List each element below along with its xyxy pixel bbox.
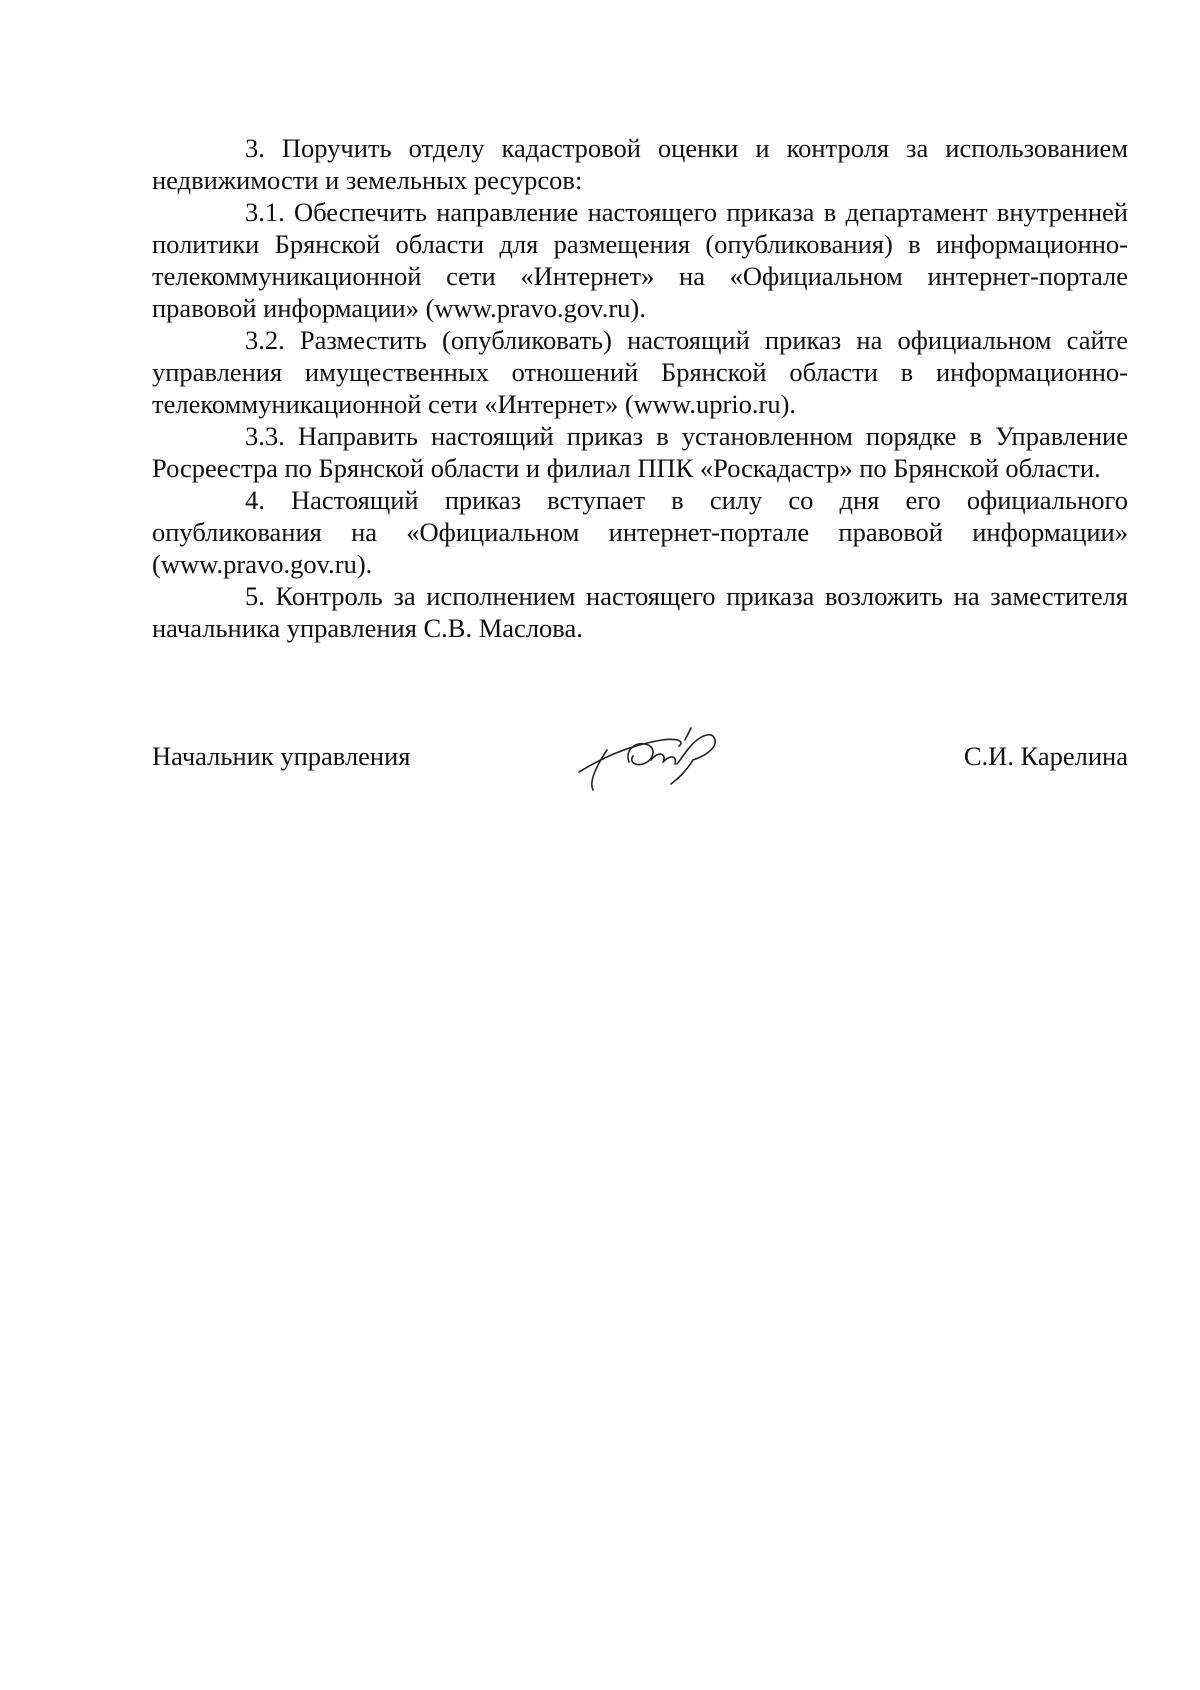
signature-block — [152, 740, 1128, 830]
signatory-name: С.И. Карелина — [963, 741, 1128, 771]
paragraph-3-3: 3.3. Направить настоящий приказ в установленном порядке в Управление Росреестра по Брянской области и филиал ППК «Роскадастр» по Брянской области. — [152, 421, 1128, 483]
handwritten-signature — [567, 710, 767, 810]
document-body — [152, 132, 1128, 644]
paragraph-3-2: 3.2. Разместить (опубликовать) настоящий приказ на официальном сайте управления имущественных отношений Брянской области в информационно-телекоммуникационной сети «Интернет» (www.uprio.ru). — [152, 325, 1128, 419]
paragraph-3-1: 3.1. Обеспечить направление настоящего приказа в департамент внутренней политики Брянской области для размещения (опубликования) в информационно-телекоммуникационной сети «Интернет» на «Официальном интернет-портале правовой информации» (www.pravo.gov.ru). — [152, 197, 1128, 323]
signatory-position: Начальник управления — [152, 741, 411, 771]
paragraph-4: 4. Настоящий приказ вступает в силу со дня его официального опубликования на «Официальном интернет-портале правовой информации» (www.pravo.gov.ru). — [152, 485, 1128, 579]
paragraph-3: 3. Поручить отделу кадастровой оценки и контроля за использованием недвижимости и земельных ресурсов: — [152, 133, 1128, 195]
paragraph-5: 5. Контроль за исполнением настоящего приказа возложить на заместителя начальника управления С.В. Маслова. — [152, 581, 1128, 643]
